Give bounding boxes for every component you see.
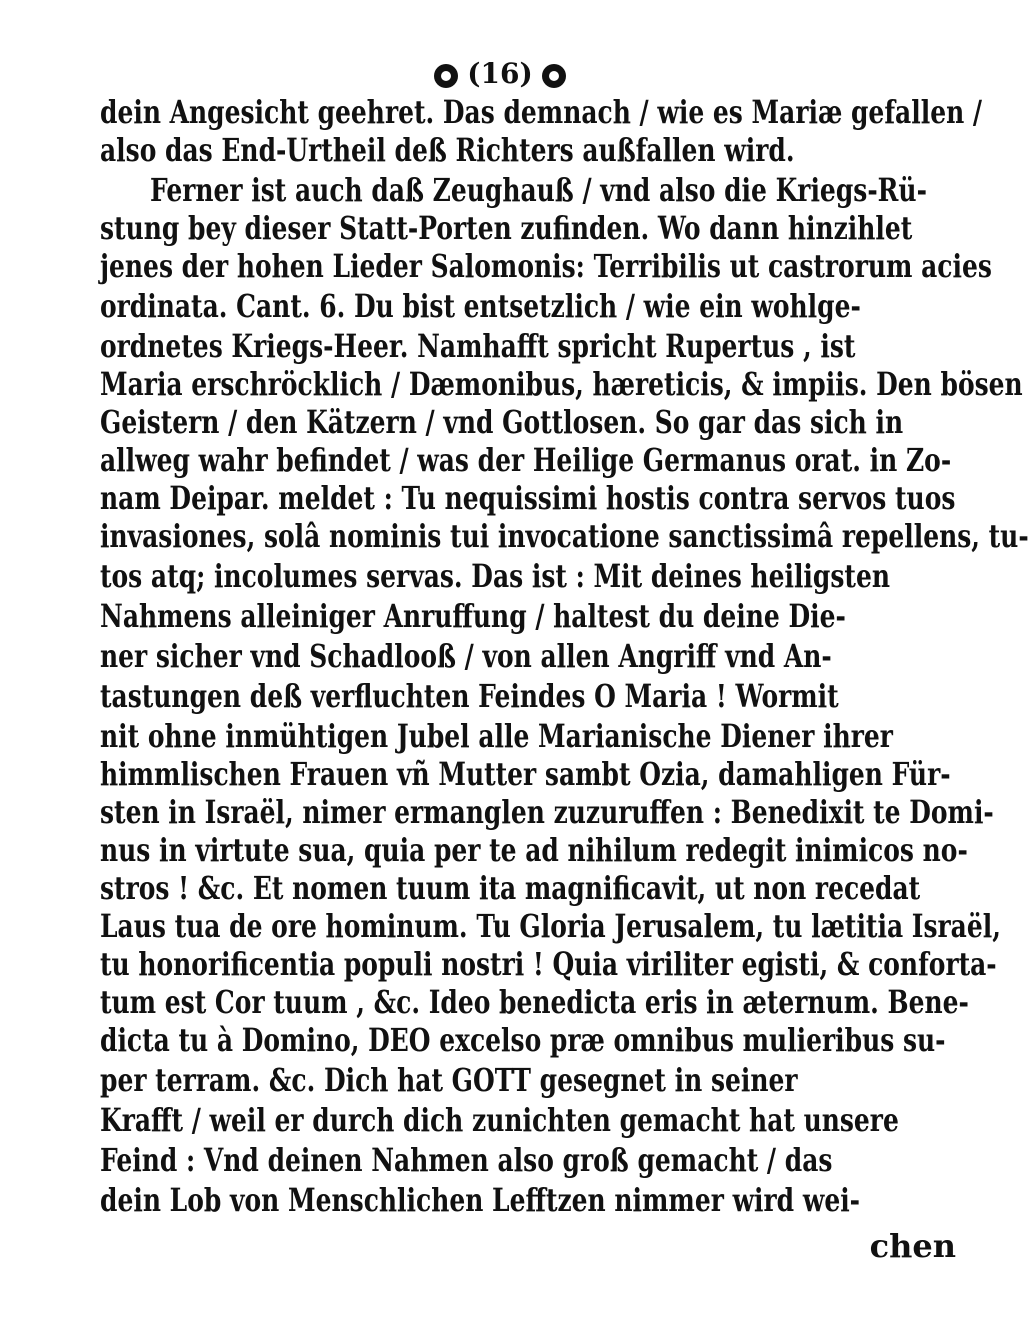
page-header — [0, 56, 1000, 92]
text-line: dein Angesicht geehret. Das demnach / wie es Mariæ gefallen / — [100, 93, 983, 131]
text-line: Maria erschröcklich / Dæmonibus, hæreticis, & impiis. Den bösen — [100, 365, 1023, 403]
catchword: chen — [869, 1227, 956, 1265]
ornament-left-icon — [434, 64, 458, 88]
text-line: nam Deipar. meldet : Tu nequissimi hostis contra servos tuos — [100, 479, 956, 517]
text-line: tum est Cor tuum , &c. Ideo benedicta eris in æternum. Bene- — [100, 983, 969, 1021]
text-line: invasiones, solâ nominis tui invocatione sanctissimâ repellens, tu- — [100, 517, 1029, 555]
text-line: tos atq; incolumes servas. Das ist : Mit deines heiligsten — [100, 557, 890, 595]
text-line: stung bey dieser Statt-Porten zufinden. Wo dann hinzihlet — [100, 209, 913, 247]
text-line: jenes der hohen Lieder Salomonis: Terribilis ut castrorum acies — [100, 247, 992, 285]
text-line: Laus tua de ore hominum. Tu Gloria Jerusalem, tu lætitia Israël, — [100, 907, 1001, 945]
text-line: dicta tu à Domino, DEO excelso præ omnibus mulieribus su- — [100, 1021, 946, 1059]
text-line: himmlischen Frauen vñ Mutter sambt Ozia, damahligen Für- — [100, 755, 951, 793]
text-line: nus in virtute sua, quia per te ad nihilum redegit inimicos no- — [100, 831, 968, 869]
text-line: per terram. &c. Dich hat GOTT gesegnet in seiner — [100, 1061, 798, 1099]
text-line: ner sicher vnd Schadlooß / von allen Angriff vnd An- — [100, 637, 832, 675]
text-line: Geistern / den Kätzern / vnd Gottlosen. So gar das sich in — [100, 403, 904, 441]
text-line: Ferner ist auch daß Zeughauß / vnd also die Kriegs-Rü- — [150, 171, 927, 209]
text-line: allweg wahr befindet / was der Heilige Germanus orat. in Zo- — [100, 441, 952, 479]
text-line: also das End-Urtheil deß Richters außfallen wird. — [100, 131, 795, 169]
text-line: Feind : Vnd deinen Nahmen also groß gemacht / das — [100, 1141, 833, 1179]
text-line: sten in Israël, nimer ermanglen zuzuruffen : Benedixit te Domi- — [100, 793, 994, 831]
ornament-right-icon — [542, 64, 566, 88]
text-line: ordinata. Cant. 6. Du bist entsetzlich / wie ein wohlge- — [100, 287, 861, 325]
text-line: ordnetes Kriegs-Heer. Namhafft spricht Rupertus , ist — [100, 327, 856, 365]
text-line: dein Lob von Menschlichen Lefftzen nimmer wird wei- — [100, 1181, 861, 1219]
page-number: (16) — [467, 57, 533, 90]
text-line: Nahmens alleiniger Anruffung / haltest du deine Die- — [100, 597, 846, 635]
text-line: tu honorificentia populi nostri ! Quia viriliter egisti, & conforta- — [100, 945, 997, 983]
text-line: nit ohne inmühtigen Jubel alle Marianische Diener ihrer — [100, 717, 893, 755]
text-line: Krafft / weil er durch dich zunichten gemacht hat unsere — [100, 1101, 899, 1139]
text-line: stros ! &c. Et nomen tuum ita magnificavit, ut non recedat — [100, 869, 921, 907]
text-line: tastungen deß verfluchten Feindes O Maria ! Wormit — [100, 677, 839, 715]
